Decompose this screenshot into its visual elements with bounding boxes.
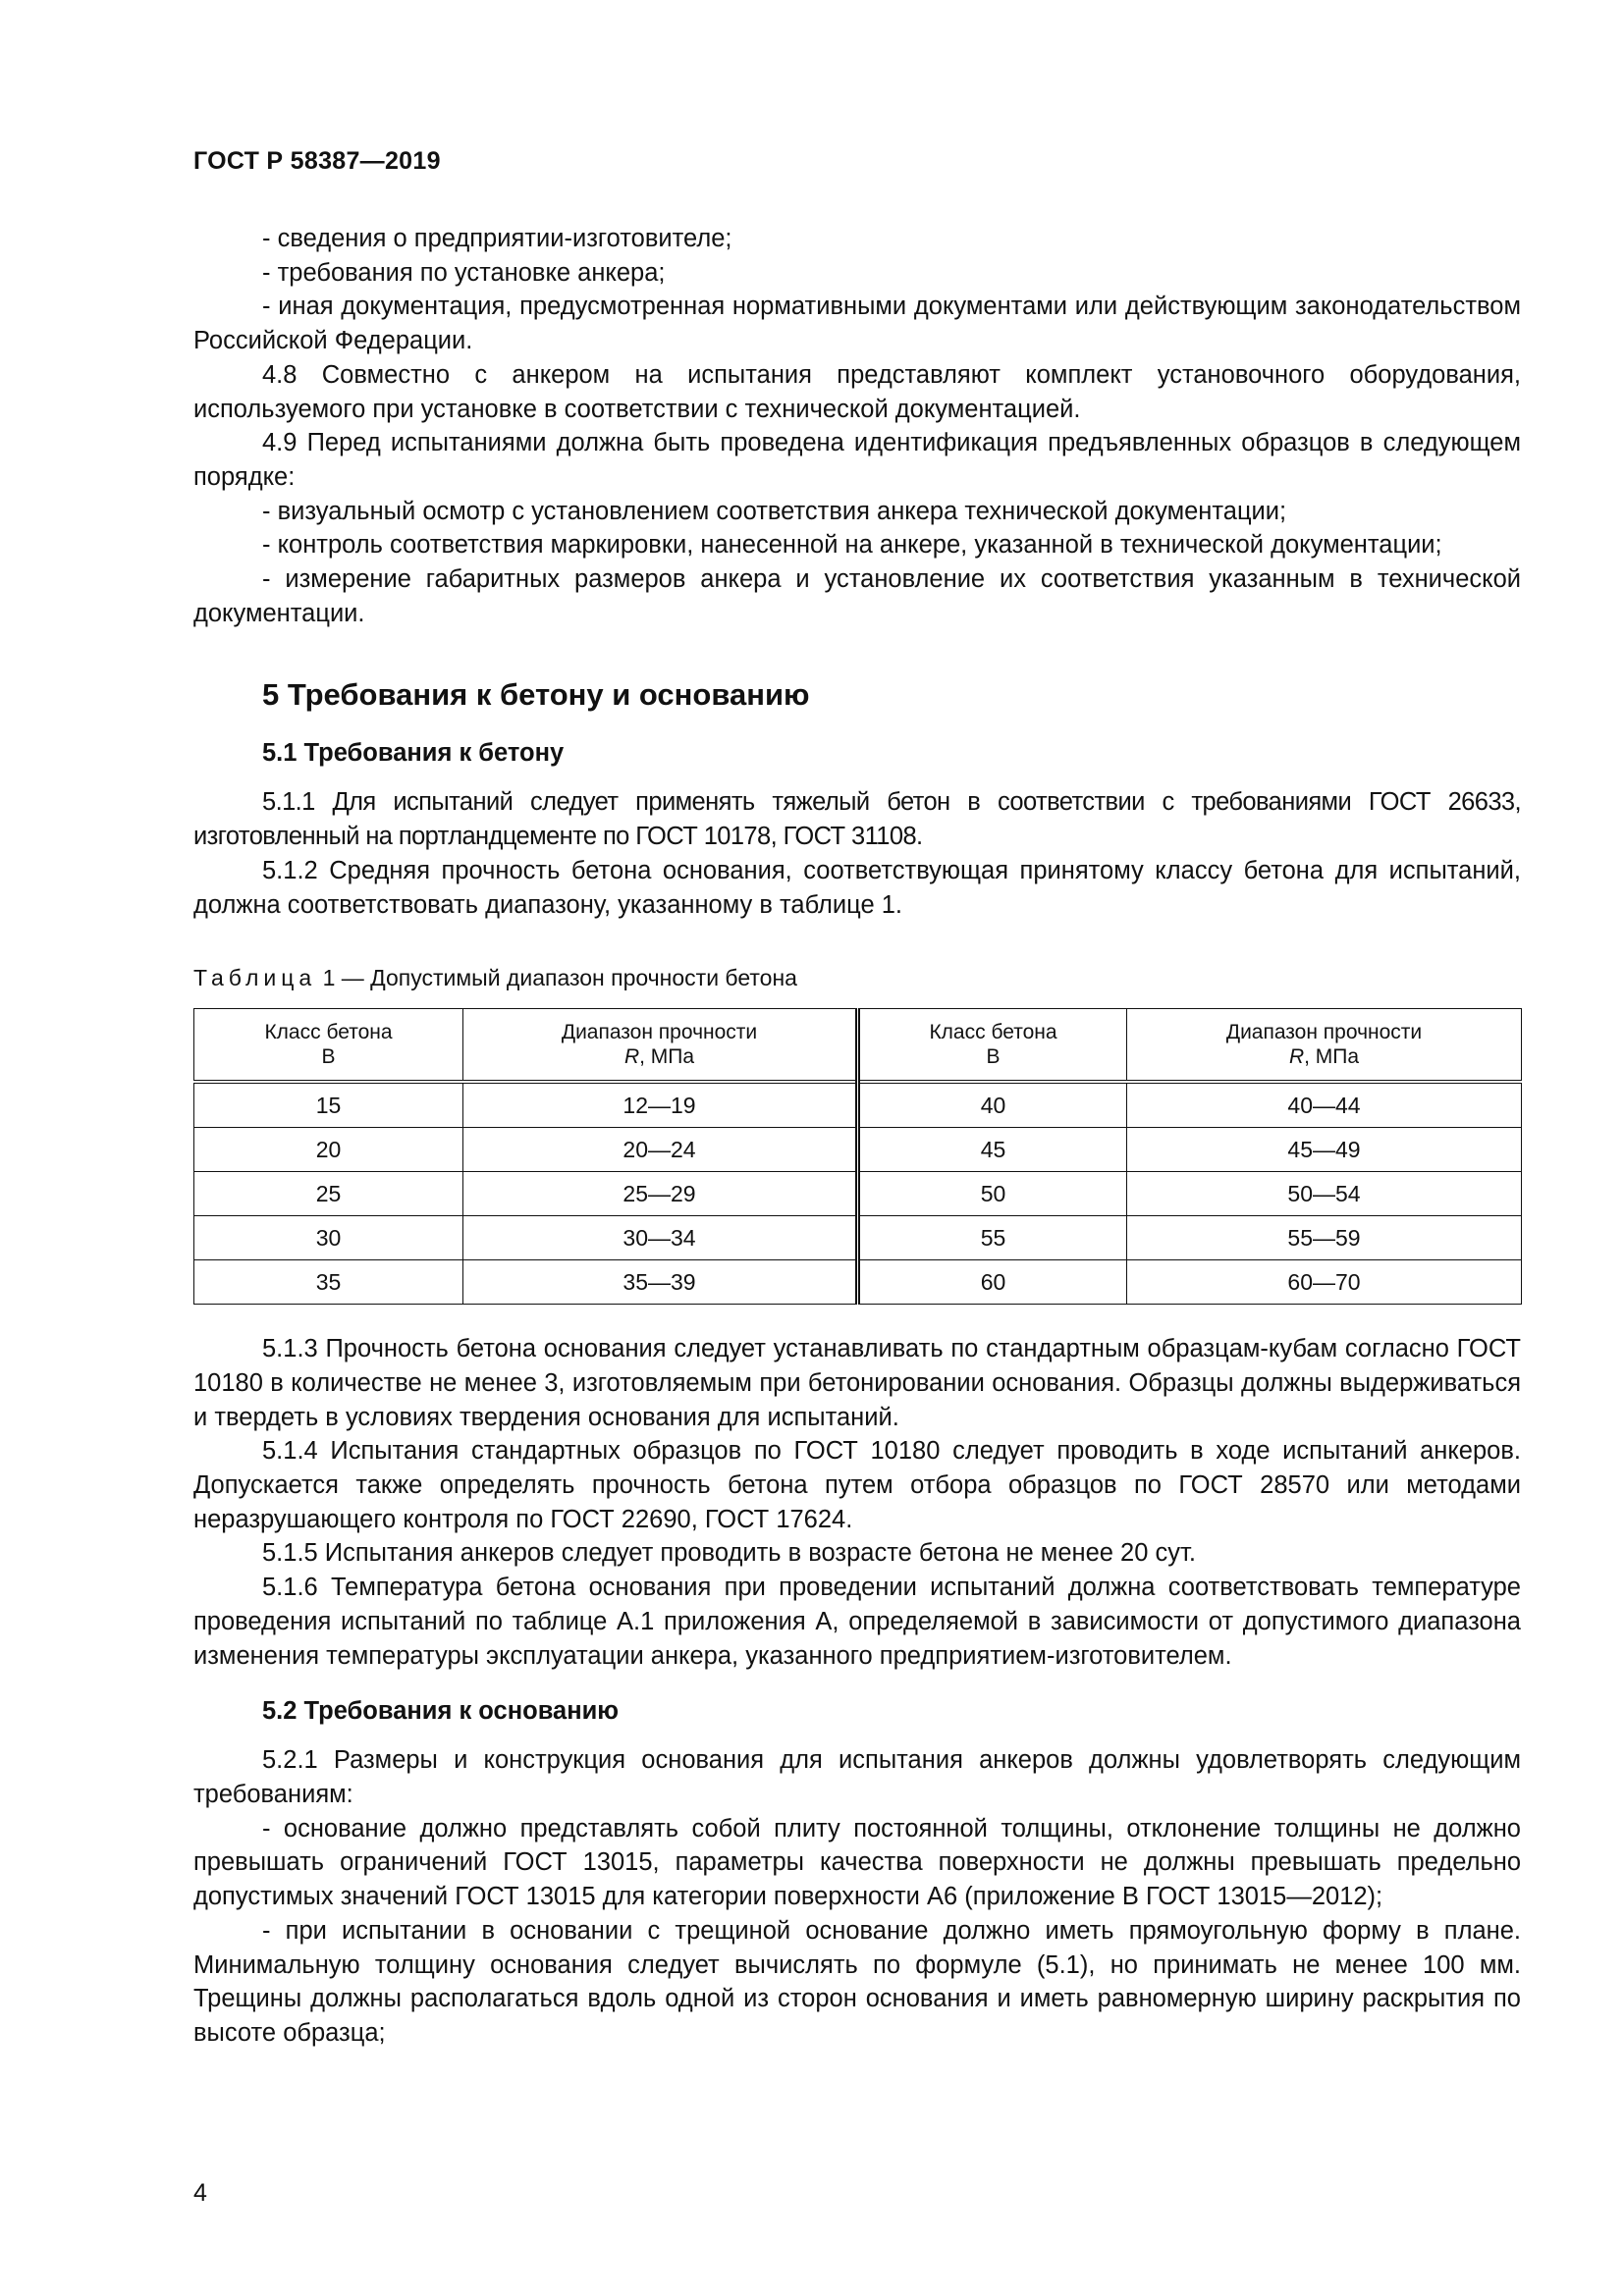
paragraph: - иная документация, предусмотренная нормативными документами или действующим законодательством Российской Федерации. [193,293,1521,355]
table-cell: 12—19 [463,1082,858,1128]
section-5-heading: 5 Требования к бетону и основанию [262,677,810,713]
paragraph-5-1-6: 5.1.6 Температура бетона основания при проведении испытаний должна соответствовать температуре проведения испытаний по таблице А.1 приложения А, определяемой в зависимости от допустимого диапазона изменения температуры эксплуатации анкера, указанного предприятием-изготовителем. [193,1574,1521,1670]
page-number: 4 [193,2179,207,2207]
paragraph: - контроль соответствия маркировки, нанесенной на анкере, указанной в технической документации; [262,531,1442,560]
paragraph-5-1-3: 5.1.3 Прочность бетона основания следует устанавливать по стандартным образцам-кубам согласно ГОСТ 10180 в количестве не менее 3, изготовляемым при бетонировании основания. Образцы должны выдерживаться и твердеть в условиях твердения основания для испытаний. [193,1335,1521,1431]
table-cell: 35—39 [463,1260,858,1305]
table-cell: 20 [194,1128,463,1172]
table-caption-text: 1 — Допустимый диапазон прочности бетона [316,965,797,991]
paragraph: - сведения о предприятии-изготовителе; [262,225,732,252]
header-class-2: Класс бетона B [858,1009,1127,1083]
document-header: ГОСТ Р 58387—2019 [193,147,441,175]
table-cell: 50—54 [1127,1172,1522,1216]
table-row [194,1216,1522,1260]
table-cell: 40 [858,1082,1127,1128]
after-table-block [193,1332,1521,1673]
header-class-1: Класс бетона B [194,1009,463,1083]
table-row [194,1082,1522,1128]
paragraph: 4.9 Перед испытаниями должна быть проведена идентификация предъявленных образцов в следующем порядке: [193,429,1521,491]
header-range-2: Диапазон прочности R, МПа [1127,1009,1522,1083]
concrete-strength-table [193,1008,1522,1305]
header-range-1: Диапазон прочности R, МПа [463,1009,858,1083]
section-5-2-heading: 5.2 Требования к основанию [262,1697,620,1726]
table-cell: 45 [858,1128,1127,1172]
table-cell: 15 [194,1082,463,1128]
table-cell: 60 [858,1260,1127,1305]
table-cell: 55 [858,1216,1127,1260]
paragraph-5-2-1: 5.2.1 Размеры и конструкция основания для испытания анкеров должны удовлетворять следующим требованиям: [193,1746,1521,1808]
table-cell: 30—34 [463,1216,858,1260]
table-cell: 45—49 [1127,1128,1522,1172]
paragraph-5-1-1: 5.1.1 Для испытаний следует применять тяжелый бетон в соответствии с требованиями ГОСТ 26633, изготовленный на портландцементе по ГОСТ 10178, ГОСТ 31108. [193,788,1521,851]
table-cell: 35 [194,1260,463,1305]
table-cell: 25—29 [463,1172,858,1216]
page-content [193,222,1521,2051]
table-cell: 30 [194,1216,463,1260]
paragraph: - основание должно представлять собой плиту постоянной толщины, отклонение толщины не должно превышать ограничений ГОСТ 13015, параметры качества поверхности не должны превышать предельно допустимых значений ГОСТ 13015 для категории поверхности А6 (приложение В ГОСТ 13015—2012); [193,1814,1521,1911]
paragraph: 4.8 Совместно с анкером на испытания представляют комплект установочного оборудования, используемого при установке в соответствии с технической документацией. [193,360,1521,423]
table-row [194,1260,1522,1305]
table-cell: 20—24 [463,1128,858,1172]
table-header-row [194,1009,1522,1083]
paragraph: - визуальный осмотр с установлением соответствия анкера технической документации; [262,497,1287,525]
paragraph: - требования по установке анкера; [262,258,666,287]
paragraph-5-1-4: 5.1.4 Испытания стандартных образцов по ГОСТ 10180 следует проводить в ходе испытаний анкеров. Допускается также определять прочность бетона путем отбора образцов по ГОСТ 28570 или методами неразрушающего контроля по ГОСТ 22690, ГОСТ 17624. [193,1437,1521,1533]
table-cell: 55—59 [1127,1216,1522,1260]
table-cell: 60—70 [1127,1260,1522,1305]
table-caption-label: Таблица [193,965,317,991]
table-cell: 25 [194,1172,463,1216]
paragraph: - измерение габаритных размеров анкера и установление их соответствия указанным в технической документации. [193,565,1521,627]
table-row [194,1172,1522,1216]
table-row [194,1128,1522,1172]
table-caption [193,963,1521,992]
table-cell: 50 [858,1172,1127,1216]
table-cell: 40—44 [1127,1082,1522,1128]
paragraph-5-1-5: 5.1.5 Испытания анкеров следует проводить в возрасте бетона не менее 20 сут. [262,1539,1196,1568]
paragraph-5-1-2: 5.1.2 Средняя прочность бетона основания, соответствующая принятому классу бетона для испытаний, должна соответствовать диапазону, указанному в таблице 1. [193,856,1521,919]
section-5-1-heading: 5.1 Требования к бетону [262,739,565,768]
paragraph: - при испытании в основании с трещиной основание должно иметь прямоугольную форму в плане. Минимальную толщину основания следует вычислять по формуле (5.1), но принимать не менее 100 мм. Трещины должны располагаться вдоль одной из сторон основания и иметь равномерную ширину раскрытия по высоте образца; [193,1916,1521,2047]
